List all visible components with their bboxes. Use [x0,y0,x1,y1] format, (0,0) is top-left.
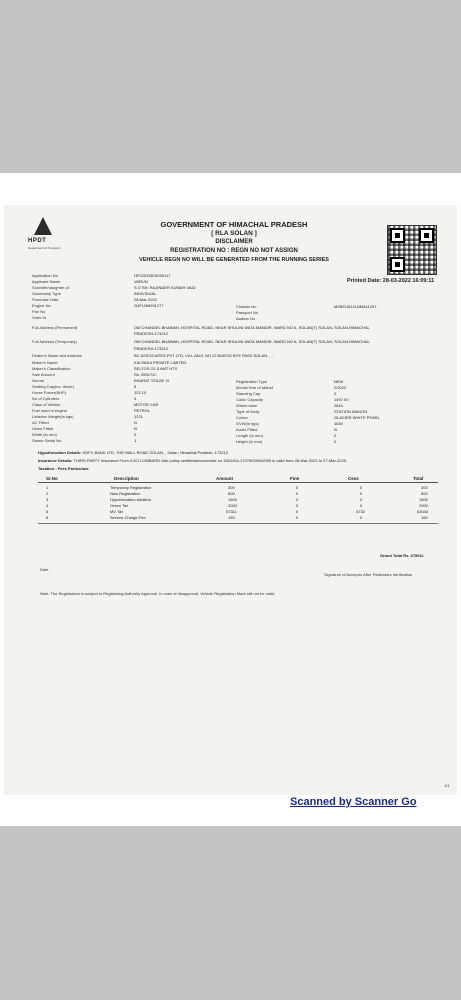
date-label: Date [40,567,49,572]
field-value: 1497.00 [334,397,349,402]
insurance-label: Insurance Details: [38,458,73,463]
field-label: Type of Body [236,409,260,414]
field-label: Height (in mm) [236,439,263,444]
cell-fine: 0 [296,503,299,508]
field-value: 0 [334,391,337,396]
field-label: Chassis No [236,304,257,309]
cell-total: 600 [421,491,428,496]
cell-description: New Registration [110,491,141,496]
field-label: Horse Power(BHP) [32,390,67,395]
field-value: 1221 [134,414,143,419]
document-sheet [4,205,457,795]
field-label: Length (in mm) [236,433,263,438]
field-value: Rs. 959172/- [134,372,157,377]
field-value: MZBEU812LNM341257 [334,304,377,309]
field-value: GLACIER WHITE PEARL [334,415,380,420]
col-description: Description [114,476,139,481]
fees-table-header [38,475,438,483]
field-value: INDIVIDUAL [134,291,157,296]
cell-cess: 5732 [356,509,365,514]
document-heading [104,220,364,265]
field-value: 113.10 [134,390,146,395]
cell-cess: 0 [360,485,363,490]
field-label: Owner Serial No [32,438,62,443]
field-label: Norms [32,378,44,383]
field-value: MOTOR CAR [134,402,159,407]
field-label: Engine No [32,303,51,308]
field-label: Applicant Name [32,279,61,284]
field-value: BHARAT STAGE VI [134,378,170,383]
government-title: GOVERNMENT OF HIMACHAL PRADESH [160,220,308,229]
field-value: VARUN [134,279,148,284]
cell-cess: 0 [360,497,363,502]
field-value: HP22032876090117 [134,273,171,278]
temporary-address-line: PRADESH-173212 [134,346,169,351]
field-value: 1640 [334,421,343,426]
signature-label: Signature of Acceptor After Particulars Verification [324,572,413,577]
field-label: Audio Fitted [236,427,258,432]
cell-srno: 4 [46,503,49,508]
field-value: PETROL [134,408,151,413]
cell-description: Service Charge Fee [110,515,146,520]
disclaimer-title: DISCLAIMER [215,239,253,245]
field-label: No of Cylinders [32,396,60,401]
cell-description: Temporary Registration [110,485,152,490]
field-value: 5 [134,384,137,389]
vehicle-regn-note: VEHICLE REGN NO WILL BE GENERATED FROM THE RUNNING SERIES [139,257,329,263]
logo-triangle-icon [34,217,52,235]
field-label: Seating Cap(inc. driver) [32,384,75,389]
registration-number: REGISTRATION NO : REGN NO NOT ASSIGN [170,248,298,254]
hypothecation-text: HDFC BANK LTD, THE MALL ROAD SOLAN, , Solan, Himachal Pradesh, 173212 [82,450,229,455]
cell-cess: 0 [360,503,363,508]
field-label: Ownership Type [32,291,61,296]
cell-description: Hypothecation Addition [110,497,151,502]
cell-total: 300 [421,485,428,490]
col-cess: Cess [348,476,359,481]
field-label: Son/wife/daughter of [32,285,69,290]
cell-amount: 2000 [228,503,237,508]
col-amount: Amount [216,476,233,481]
cell-description: Green Tax [110,503,129,508]
cell-description: MV Tax [110,509,124,514]
field-label: Maker's Classification [32,366,71,371]
table-bottom-divider [38,523,438,524]
cell-amount: 57311 [226,509,237,514]
printed-date: Printed Date: 28-03-2022 16:09:11 [347,278,435,284]
col-fine: Fine [290,476,300,481]
cell-amount: 150 [228,515,235,520]
cell-fine: 0 [296,497,299,502]
dealer-value: BC ASSOCIATES PVT LTD, VILL ANJI, NH 22 BAROG BYE PASS SOLAN, , , [134,353,273,358]
field-value: KIA INDIA PRIVATE LIMITED [134,360,187,365]
cell-srno: 2 [46,491,49,496]
field-value: 2/2022 [334,385,347,390]
cell-srno: 6 [46,515,49,520]
page-number: 1/1 [444,783,450,788]
permanent-address-label: Full Address (Permanent) [32,325,78,330]
hypothecation-details [38,450,228,455]
cell-cess: 0 [360,491,363,496]
cell-fine: 0 [296,509,299,514]
cell-fine: 0 [296,515,299,520]
qr-finder-icon [419,228,434,243]
field-value: G4FLNM291277 [134,303,164,308]
cell-total: 63043 [417,509,429,514]
field-value: STATION WAGON [334,409,368,414]
field-value: 28-Mar-2022 [134,297,157,302]
field-label: Pan No [32,309,46,314]
scanner-go-watermark[interactable]: Scanned by Scanner Go [290,796,417,808]
field-label: GVW(in kgs) [236,421,259,426]
col-total: Total [413,476,424,481]
col-srno: Sr.No [46,476,58,481]
field-value: NEW [334,379,344,384]
field-label: Aadhar No [236,316,256,321]
qr-code-icon [387,225,437,275]
grand-total: Grand Total Rs. 67593/- [380,553,425,558]
cell-fine: 0 [296,485,299,490]
field-label: Registration Type [236,379,268,384]
field-label: Width (in mm) [32,432,57,437]
permanent-address-line: PRADESH-173212 [134,331,169,336]
cell-srno: 5 [46,509,49,514]
logo-subtext: Department of Transport [28,246,61,250]
temporary-address-label: Full Address (Temporary) [32,339,77,344]
cell-total: 150 [421,515,428,520]
cell-total: 2000 [419,503,428,508]
field-value: 2610 [334,403,343,408]
logo-text: HPDT [28,238,47,244]
field-label: Purchase Date [32,297,59,302]
field-label: Application No. [32,273,59,278]
cell-fine: 0 [296,491,299,496]
field-value: S.O SH. RAJINDER KUMAR VAID [134,285,196,290]
insurance-details [38,458,346,463]
field-value: 1 [134,438,137,443]
field-label: Fuel used in engine [32,408,67,413]
field-value: N [334,427,337,432]
field-label: Standing Cap [236,391,261,396]
approval-note: Note: The Registration is subject to Registering Authority Approval. In case of disapproval, Vehicle Registration Mark will not be valid. [40,591,275,596]
field-label: AC Fitted [32,420,49,425]
field-label: Video Fitted [32,426,54,431]
taxation-label: Taxation : Fees Particulars [38,466,89,471]
cell-srno: 3 [46,497,49,502]
cell-amount: 600 [228,491,235,496]
qr-finder-icon [390,257,405,272]
field-value: N [134,420,137,425]
scanned-page [0,173,461,826]
dealer-label: Dealer's Name and Address [32,353,82,358]
cell-amount: 1500 [228,497,237,502]
cell-srno: 1 [46,485,49,490]
field-label: Passport No [236,310,259,315]
field-label: Cubic Capacity [236,397,263,402]
field-label: Voter Id [32,315,46,320]
cell-amount: 300 [228,485,235,490]
hpdt-logo [28,217,61,255]
field-label: Unladen Weight(in kgs) [32,414,74,419]
field-value: SELTOS G1.5 6MT HTX [134,366,178,371]
permanent-address-line: OM CHANDEL BHAWAN ,HOSPITAL ROAD, NEAR SHULINI MATA MANDIR, WARD NO 6, SOLAN(T) SOLAN, SOLAN-HIMACHAL [134,325,370,330]
office-name: [ RLA SOLAN ] [211,230,257,237]
field-value: 0 [334,433,337,438]
field-label: Colour [236,415,248,420]
field-value: 0 [134,432,137,437]
qr-finder-icon [390,228,405,243]
field-label: Month/Year of Manuf [236,385,273,390]
temporary-address-line: OM CHANDEL BHAWAN ,HOSPITAL ROAD, NEAR SHULINI MATA MANDIR, WARD NO 6, SOLAN(T) SOLAN, SOLAN-HIMACHAL [134,339,370,344]
field-label: Maker's Name [32,360,58,365]
insurance-text: THIRD PARTY Insurance From ICICI LOMBARD vide policy certificate/covernote no 3001/KA-17076039/00/000 is valid from 28-Mar-2022 to 27-Mar-2025 [73,458,347,463]
hypothecation-label: Hypothecation Details: [38,450,82,455]
field-label: Sale Amount [32,372,55,377]
field-label: Class of Vehicle [32,402,61,407]
cell-cess: 0 [360,515,363,520]
field-value: 0 [334,439,337,444]
field-value: 4 [134,396,137,401]
cell-total: 1500 [419,497,428,502]
field-value: N [134,426,137,431]
field-label: Wheel base [236,403,258,408]
